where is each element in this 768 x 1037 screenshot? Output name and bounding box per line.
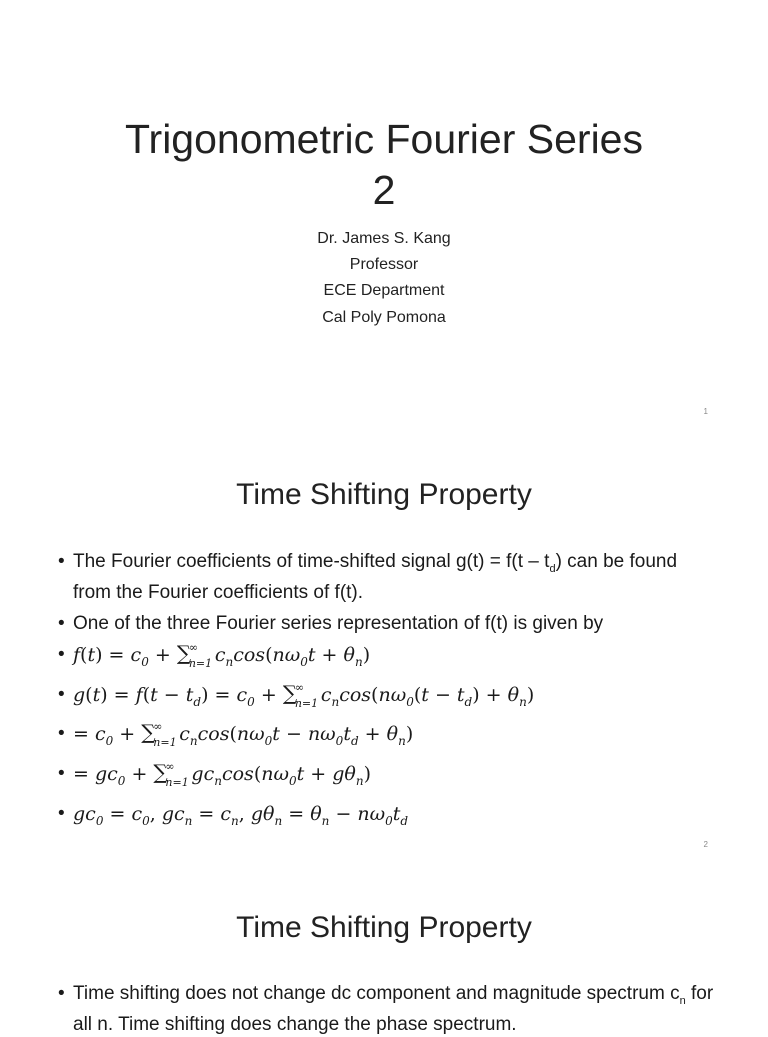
equation-f-t: $f(t) = c_0$ + ∑ ∞ n=1 $c_n\cos(n\omega_0t + \theta_n)$	[73, 640, 371, 670]
equation-item	[58, 640, 718, 674]
equation-item	[58, 722, 718, 753]
bullet-text: The Fourier coefficients of time-shifted signal g(t) = f(t – t	[73, 551, 550, 572]
bullet-subscript: d	[549, 562, 556, 575]
page-number: 2	[703, 840, 708, 849]
slide-1-title-line-2: 2	[372, 167, 396, 213]
bullet-text: Time shifting does not change dc component and magnitude spectrum c	[73, 983, 680, 1004]
slide-2	[0, 430, 768, 862]
bullet-text: for all n. Time shifting does change the phase spectrum.	[73, 983, 714, 1035]
slide-1	[0, 0, 768, 430]
slide-3	[0, 862, 768, 1035]
bullet-item	[58, 612, 718, 636]
equation-coefficient-relations: $gc_0 = c_0$, $gc_n = c_n$, $g\theta_n = \theta_n - n\omega_0t_d$	[73, 802, 409, 828]
bullet-subscript: n	[679, 994, 686, 1007]
slide-3-bullet-list	[58, 982, 718, 1037]
slide-3-title: Time Shifting Property	[236, 911, 532, 944]
bullet-text: One of the three Fourier series representation of f(t) is given by	[73, 612, 604, 634]
equation-item	[58, 680, 718, 714]
equation-expanded: = $c_0$ + ∑ ∞ n=1 $c_n\cos(n\omega_0t - n\omega_0t_d + \theta_n)$	[73, 720, 414, 750]
bullet-item	[58, 982, 718, 1037]
author-position: Professor	[349, 256, 419, 273]
slide-1-title-line-1: Trigonometric Fourier Series	[125, 116, 643, 162]
equation-item	[58, 802, 718, 833]
equation-item	[58, 762, 718, 793]
equation-g-t: $g(t) = f(t - t_d) = c_0$ + ∑ ∞ n=1 $c_n\cos(n\omega_0(t - t_d) + \theta_n)$	[73, 680, 535, 710]
author-department: ECE Department	[323, 282, 445, 299]
slide-2-bullet-list	[58, 550, 718, 833]
author-institution: Cal Poly Pomona	[322, 309, 446, 326]
page-number: 1	[703, 407, 708, 416]
author-name: Dr. James S. Kang	[317, 230, 451, 247]
slide-2-title: Time Shifting Property	[236, 478, 532, 511]
equation-shifted-coefficients: = $gc_0$ + ∑ ∞ n=1 $gc_n\cos(n\omega_0t + g\theta_n)$	[73, 760, 372, 790]
bullet-item	[58, 550, 718, 605]
bullet-text: ) can be found from the Fourier coefficients of f(t).	[73, 551, 678, 603]
